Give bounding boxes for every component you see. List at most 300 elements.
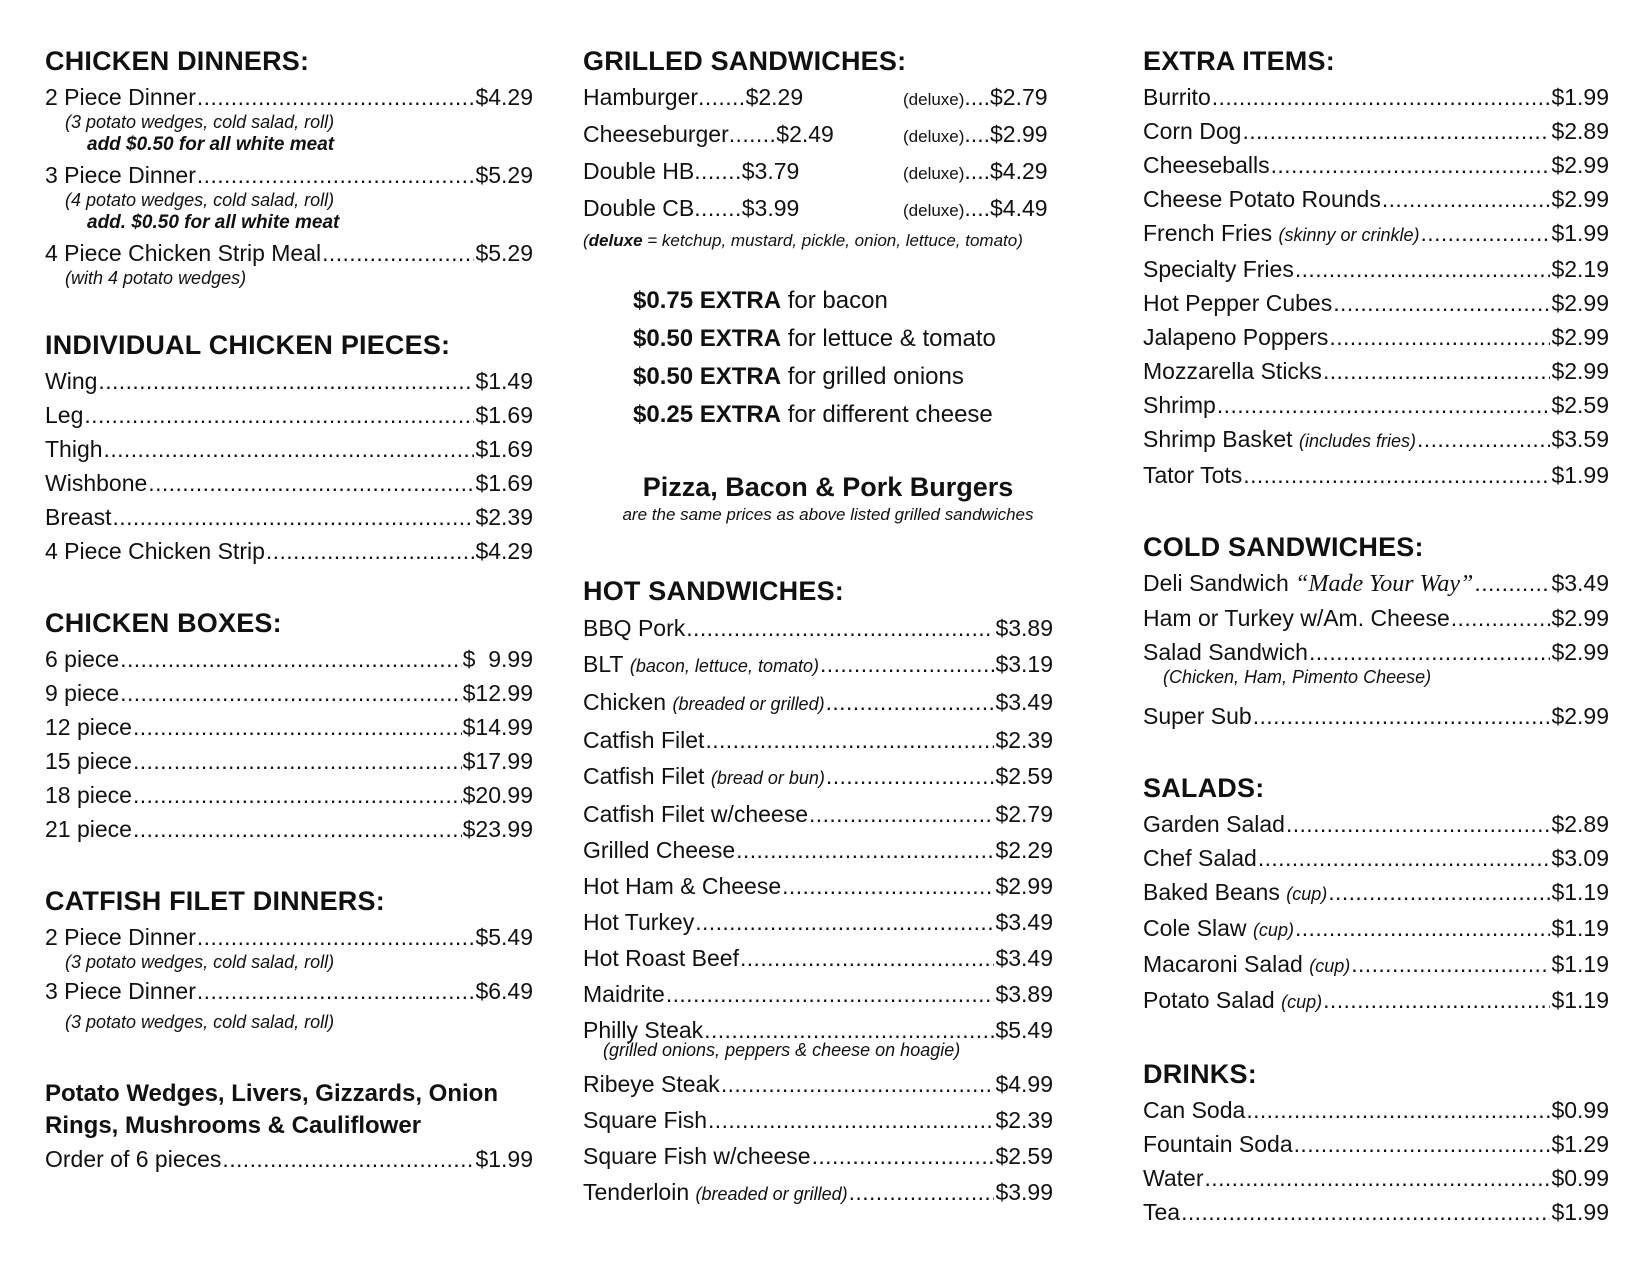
item-price: $1.29 (1551, 1131, 1609, 1157)
menu-item (1143, 947, 1609, 983)
extra-amount: $0.75 EXTRA (633, 287, 782, 314)
leader-dots (222, 1142, 474, 1176)
leader-dots (133, 778, 462, 812)
menu-item (45, 466, 533, 500)
menu-item (1143, 216, 1609, 252)
item-price: $1.19 (1551, 951, 1609, 977)
leader-dots (666, 976, 995, 1012)
leader-dots (322, 236, 474, 270)
leader-dots (1417, 422, 1550, 456)
item-price: $2.99 (1551, 186, 1609, 212)
item-qualifier: (breaded or grilled) (672, 694, 825, 714)
menu-item (1143, 911, 1609, 947)
item-price: $1.99 (1551, 84, 1609, 110)
item-price: $1.99 (1551, 462, 1609, 488)
leader-dots (1286, 807, 1551, 841)
item-note: (with 4 potato wedges) (65, 268, 247, 288)
menu-item (583, 1174, 1053, 1212)
item-price: $3.89 (995, 981, 1053, 1007)
menu-item (45, 432, 533, 466)
leader-dots (708, 1102, 994, 1138)
leader-dots (1323, 983, 1550, 1017)
item-price: $2.99 (1551, 639, 1609, 665)
menu-item (1143, 635, 1609, 669)
leader-dots (1295, 911, 1550, 945)
item-qualifier: (cup) (1309, 956, 1351, 976)
pizza-burgers-subtitle: are the same prices as above listed grilled sandwiches (622, 505, 1034, 524)
menu-item (583, 684, 1053, 722)
menu-item (583, 868, 1053, 904)
leader-dots (1294, 1127, 1551, 1161)
leader-dots (698, 80, 746, 115)
menu-item (583, 904, 1053, 940)
leader-dots (120, 642, 461, 676)
menu-item (45, 812, 533, 846)
item-price: $17.99 (462, 748, 533, 774)
item-price: $3.89 (995, 615, 1053, 641)
item-name: BBQ Pork (583, 615, 686, 641)
item-price: $3.59 (1551, 426, 1609, 452)
leader-dots (740, 940, 994, 976)
item-price: $5.29 (475, 240, 533, 266)
menu-item: Double HB ....... $3.79 (deluxe) .... $4.29 (583, 154, 1073, 191)
leader-dots (705, 722, 994, 758)
deluxe-note: (deluxe = ketchup, mustard, pickle, onion, lettuce, tomato) (583, 231, 1023, 250)
item-name: Thigh (45, 436, 103, 462)
item-name: 2 Piece Dinner (45, 924, 196, 950)
item-name: Catfish Filet w/cheese (583, 801, 808, 827)
menu-item (45, 744, 533, 778)
item-qualifier: (cup) (1252, 920, 1294, 940)
item-price: $3.09 (1551, 845, 1609, 871)
item-name: Wishbone (45, 470, 148, 496)
menu-item (1143, 354, 1609, 388)
pizza-burgers-title: Pizza, Bacon & Pork Burgers (642, 472, 1014, 502)
item-name: 12 piece (45, 714, 132, 740)
menu-item (45, 80, 533, 114)
deluxe-price: $4.49 (989, 195, 1048, 221)
menu-item (583, 610, 1053, 646)
item-name: Shrimp (1143, 392, 1216, 418)
menu-item (45, 158, 533, 192)
item-qualifier: “Made Your Way” (1295, 571, 1474, 597)
leader-dots (1295, 252, 1551, 286)
item-price: $1.49 (475, 368, 533, 394)
section-title-chicken-boxes: CHICKEN BOXES: (45, 608, 282, 638)
item-price: $14.99 (462, 714, 533, 740)
leader-dots (820, 646, 994, 682)
item-qualifier: (includes fries) (1298, 431, 1416, 451)
deluxe-label: (deluxe) (903, 127, 965, 146)
item-price: $2.59 (995, 1143, 1053, 1169)
leader-dots (1271, 148, 1551, 182)
leader-dots (1243, 458, 1550, 492)
leader-dots (133, 744, 462, 778)
menu-item (1143, 875, 1609, 911)
leader-dots (197, 920, 475, 954)
menu-item (1143, 182, 1609, 216)
item-name: Shrimp Basket (1143, 426, 1293, 452)
section-title-chicken-dinners: CHICKEN DINNERS: (45, 46, 310, 76)
item-name: 3 Piece Dinner (45, 978, 196, 1004)
leader-dots (1333, 286, 1550, 320)
extra-amount: $0.50 EXTRA (633, 325, 782, 352)
item-price: $3.49 (995, 945, 1053, 971)
item-name: 18 piece (45, 782, 132, 808)
deluxe-note-text: = ketchup, mustard, pickle, onion, lettuce, tomato) (642, 231, 1023, 250)
leader-dots (1181, 1195, 1550, 1229)
item-price: $1.99 (1551, 1199, 1609, 1225)
leader-dots (729, 117, 777, 152)
menu-item (45, 778, 533, 812)
leader-dots (849, 1174, 995, 1210)
item-name: BLT (583, 651, 624, 677)
item-name: Chef Salad (1143, 845, 1257, 871)
item-name: Salad Sandwich (1143, 639, 1308, 665)
menu-item (1143, 388, 1609, 422)
section-title-hot-sandwiches: HOT SANDWICHES: (583, 576, 844, 606)
menu-item (1143, 1161, 1609, 1195)
menu-item (1143, 1195, 1609, 1229)
menu-item (1143, 252, 1609, 286)
leader-dots (721, 1066, 995, 1102)
menu-item (45, 920, 533, 954)
item-price: $0.99 (1551, 1097, 1609, 1123)
extra-line (633, 320, 1073, 358)
item-name: Macaroni Salad (1143, 951, 1303, 977)
item-price: $1.19 (1551, 915, 1609, 941)
leader-dots (1246, 1093, 1550, 1127)
item-price: $2.89 (1551, 118, 1609, 144)
item-price: $2.39 (995, 727, 1053, 753)
item-price: $0.99 (1551, 1165, 1609, 1191)
menu-item (1143, 841, 1609, 875)
item-qualifier: (cup) (1286, 884, 1328, 904)
menu-item (1143, 458, 1609, 492)
section-title-cold-sandwiches: COLD SANDWICHES: (1143, 532, 1424, 562)
section-title-drinks: DRINKS: (1143, 1059, 1257, 1089)
hot-sandwich-list (583, 610, 1053, 1212)
menu-item (583, 976, 1053, 1012)
item-price: $2.49 (776, 121, 834, 147)
item-price: $20.99 (462, 782, 533, 808)
item-price: $2.99 (1551, 324, 1609, 350)
leader-dots (1258, 841, 1551, 875)
leader-dots (1351, 947, 1550, 981)
leader-dots (736, 832, 994, 868)
item-name: Double HB (583, 158, 695, 184)
section-title-extra-items: EXTRA ITEMS: (1143, 46, 1335, 76)
menu-item (583, 1066, 1053, 1102)
extra-line (633, 396, 1073, 434)
leader-dots (1242, 114, 1550, 148)
item-price: $2.99 (1551, 703, 1609, 729)
item-price: $23.99 (462, 816, 533, 842)
item-price: $1.69 (475, 436, 533, 462)
item-price: $12.99 (462, 680, 533, 706)
menu-column-middle (583, 44, 1073, 1212)
item-price: $2.99 (1551, 152, 1609, 178)
leader-dots (1382, 182, 1551, 216)
item-name: Hot Turkey (583, 909, 695, 935)
leader-dots (694, 191, 742, 226)
extra-line (633, 358, 1073, 396)
item-note: (grilled onions, peppers & cheese on hoagie) (603, 1040, 961, 1060)
leader-dots (1205, 1161, 1551, 1195)
item-name: Jalapeno Poppers (1143, 324, 1329, 350)
item-price: $2.39 (995, 1107, 1053, 1133)
item-name: Tenderloin (583, 1179, 690, 1205)
item-name: Deli Sandwich (1143, 570, 1289, 596)
menu-item (583, 832, 1053, 868)
item-price: $1.19 (1551, 879, 1609, 905)
menu-item (1143, 114, 1609, 148)
item-price: $3.79 (741, 158, 800, 184)
item-extra-note: add $0.50 for all white meat (87, 134, 335, 155)
item-name: Ham or Turkey w/Am. Cheese (1143, 605, 1450, 631)
deluxe-note-bold: deluxe (588, 231, 643, 250)
item-name: 3 Piece Dinner (45, 162, 196, 188)
leader-dots (686, 610, 994, 646)
item-name: Fountain Soda (1143, 1131, 1293, 1157)
item-qualifier: (bread or bun) (710, 768, 825, 788)
item-note: (4 potato wedges, cold salad, roll) (65, 190, 335, 210)
item-name: Cole Slaw (1143, 915, 1247, 941)
leader-dots (1329, 320, 1550, 354)
deluxe-price: $4.29 (989, 158, 1048, 184)
item-name: Cheese Potato Rounds (1143, 186, 1381, 212)
menu-item (1143, 699, 1609, 733)
item-note: (3 potato wedges, cold salad, roll) (65, 1012, 335, 1032)
leader-dots (133, 710, 462, 744)
item-name: Maidrite (583, 981, 665, 1007)
menu-item: Cheeseburger ....... $2.49 (deluxe) .... $2.99 (583, 117, 1073, 154)
extras-list (583, 282, 1073, 434)
item-price: $2.89 (1551, 811, 1609, 837)
leader-dots (197, 158, 475, 192)
item-price: $3.19 (995, 651, 1053, 677)
item-name: Hot Ham & Cheese (583, 873, 782, 899)
item-name: Hamburger (583, 84, 699, 110)
leader-dots (694, 154, 742, 189)
item-price: $2.39 (475, 504, 533, 530)
menu-item (583, 758, 1053, 796)
item-name: Hot Roast Beef (583, 945, 739, 971)
item-name: 6 piece (45, 646, 120, 672)
leader-dots (826, 758, 995, 794)
item-price: $1.69 (475, 402, 533, 428)
menu-item (45, 364, 533, 398)
item-extra-note: add. $0.50 for all white meat (87, 212, 340, 233)
deluxe-price: $2.99 (989, 121, 1048, 147)
item-name: Hot Pepper Cubes (1143, 290, 1333, 316)
item-name: Specialty Fries (1143, 256, 1294, 282)
item-price: $2.79 (995, 801, 1053, 827)
extra-text: for bacon (781, 287, 888, 314)
item-price: $2.29 (995, 837, 1053, 863)
item-qualifier: (cup) (1281, 992, 1323, 1012)
menu-column-left (45, 44, 533, 1176)
item-price: $2.99 (1551, 605, 1609, 631)
item-price: $3.99 (995, 1179, 1053, 1205)
item-name: Mozzarella Sticks (1143, 358, 1322, 384)
extra-amount: $0.25 EXTRA (633, 401, 782, 428)
menu-item: Double CB ....... $3.99 (deluxe) .... $4.49 (583, 191, 1073, 228)
menu-item (583, 1138, 1053, 1174)
leader-dots (104, 432, 475, 466)
leader-dots (695, 904, 994, 940)
item-name: Catfish Filet (583, 763, 705, 789)
menu-item (1143, 1127, 1609, 1161)
item-note: (3 potato wedges, cold salad, roll) (65, 112, 335, 132)
item-name: Grilled Cheese (583, 837, 736, 863)
menu-item (1143, 422, 1609, 458)
leader-dots (266, 534, 475, 568)
leader-dots (826, 684, 995, 720)
item-name: Breast (45, 504, 112, 530)
item-name: Catfish Filet (583, 727, 705, 753)
item-name: Philly Steak (583, 1017, 704, 1043)
item-name: Cheeseballs (1143, 152, 1270, 178)
item-name: Order of 6 pieces (45, 1146, 222, 1172)
item-name: Wing (45, 368, 98, 394)
item-name: Corn Dog (1143, 118, 1242, 144)
item-price: $5.29 (475, 162, 533, 188)
leader-dots (1328, 875, 1550, 909)
menu-item (45, 676, 533, 710)
deluxe-label: (deluxe) (903, 164, 965, 183)
item-price: $3.49 (995, 909, 1053, 935)
menu-item (583, 1102, 1053, 1138)
menu-item (1143, 148, 1609, 182)
deluxe-label: (deluxe) (903, 90, 965, 109)
item-name: 15 piece (45, 748, 132, 774)
item-qualifier: (breaded or grilled) (695, 1184, 848, 1204)
section-title-salads: SALADS: (1143, 773, 1265, 803)
leader-dots (197, 80, 475, 114)
menu-item (45, 398, 533, 432)
menu-item: Hamburger ....... $2.29 (deluxe) .... $2.79 (583, 80, 1073, 117)
item-price: $3.49 (995, 689, 1053, 715)
item-name: Garden Salad (1143, 811, 1285, 837)
item-qualifier: (skinny or crinkle) (1278, 225, 1420, 245)
menu-item (583, 940, 1053, 976)
item-qualifier: (bacon, lettuce, tomato) (629, 656, 819, 676)
item-price: $2.99 (1551, 290, 1609, 316)
item-name: 9 piece (45, 680, 120, 706)
deluxe-label: (deluxe) (903, 201, 965, 220)
menu-item (45, 710, 533, 744)
item-price: $3.49 (1551, 570, 1609, 596)
menu-item (1143, 1093, 1609, 1127)
item-price: $2.99 (995, 873, 1053, 899)
item-price: $2.29 (745, 84, 804, 110)
item-price: $4.29 (475, 84, 533, 110)
leader-dots (133, 812, 462, 846)
menu-item (1143, 983, 1609, 1019)
item-price: $1.19 (1551, 987, 1609, 1013)
item-price: $5.49 (475, 924, 533, 950)
sides-combo-title: Potato Wedges, Livers, Gizzards, Onion Rings, Mushrooms & Cauliflower (45, 1080, 498, 1139)
leader-dots (112, 500, 474, 534)
item-name: Square Fish (583, 1107, 708, 1133)
menu-item (45, 534, 533, 568)
menu-item (1143, 286, 1609, 320)
item-name: Cheeseburger (583, 121, 729, 147)
menu-item (583, 722, 1053, 758)
item-name: Baked Beans (1143, 879, 1280, 905)
leader-dots (1217, 388, 1551, 422)
item-price: $2.59 (995, 763, 1053, 789)
menu-column-right (1143, 44, 1609, 1229)
item-price: $6.49 (475, 978, 533, 1004)
item-name: Super Sub (1143, 703, 1252, 729)
extra-text: for different cheese (781, 401, 993, 428)
menu-item (45, 236, 533, 270)
leader-dots (148, 466, 474, 500)
leader-dots (1474, 566, 1550, 600)
leader-dots (809, 796, 994, 832)
leader-dots (1253, 699, 1551, 733)
item-price: $3.99 (741, 195, 800, 221)
leader-dots (84, 398, 474, 432)
item-name: Ribeye Steak (583, 1071, 720, 1097)
leader-dots (1451, 601, 1551, 635)
menu-item (45, 500, 533, 534)
extra-text: for grilled onions (781, 363, 964, 390)
extra-amount: $0.50 EXTRA (633, 363, 782, 390)
leader-dots (1421, 216, 1551, 250)
section-title-grilled-sandwiches: GRILLED SANDWICHES: (583, 46, 907, 76)
item-price: $2.59 (1551, 392, 1609, 418)
menu-item (1143, 807, 1609, 841)
leader-dots (98, 364, 474, 398)
leader-dots (1323, 354, 1551, 388)
item-price: $1.99 (475, 1146, 533, 1172)
item-name: Burrito (1143, 84, 1211, 110)
leader-dots (812, 1138, 995, 1174)
item-name: French Fries (1143, 220, 1273, 246)
item-price: $4.99 (995, 1071, 1053, 1097)
extra-line (633, 282, 1073, 320)
leader-dots (1309, 635, 1550, 669)
menu-item (1143, 566, 1609, 601)
item-name: Double CB (583, 195, 695, 221)
item-name: Leg (45, 402, 84, 428)
item-note: (3 potato wedges, cold salad, roll) (65, 952, 335, 972)
leader-dots (1212, 80, 1551, 114)
menu-item (583, 796, 1053, 832)
menu-item (583, 646, 1053, 684)
menu-item (1143, 80, 1609, 114)
item-name: 4 Piece Chicken Strip Meal (45, 240, 322, 266)
item-price: $ 9.99 (462, 646, 533, 672)
item-name: Can Soda (1143, 1097, 1246, 1123)
section-title-catfish-dinners: CATFISH FILET DINNERS: (45, 886, 385, 916)
deluxe-price: $2.79 (989, 84, 1048, 110)
menu-item (1143, 601, 1609, 635)
item-name: Chicken (583, 689, 667, 715)
item-price: $2.19 (1551, 256, 1609, 282)
leader-dots (120, 676, 461, 710)
item-name: 2 Piece Dinner (45, 84, 196, 110)
menu-item (45, 1142, 533, 1176)
item-note: (Chicken, Ham, Pimento Cheese) (1163, 667, 1432, 687)
extra-text: for lettuce & tomato (781, 325, 996, 352)
item-name: Tea (1143, 1199, 1181, 1225)
item-name: 4 Piece Chicken Strip (45, 538, 265, 564)
item-price: $2.99 (1551, 358, 1609, 384)
